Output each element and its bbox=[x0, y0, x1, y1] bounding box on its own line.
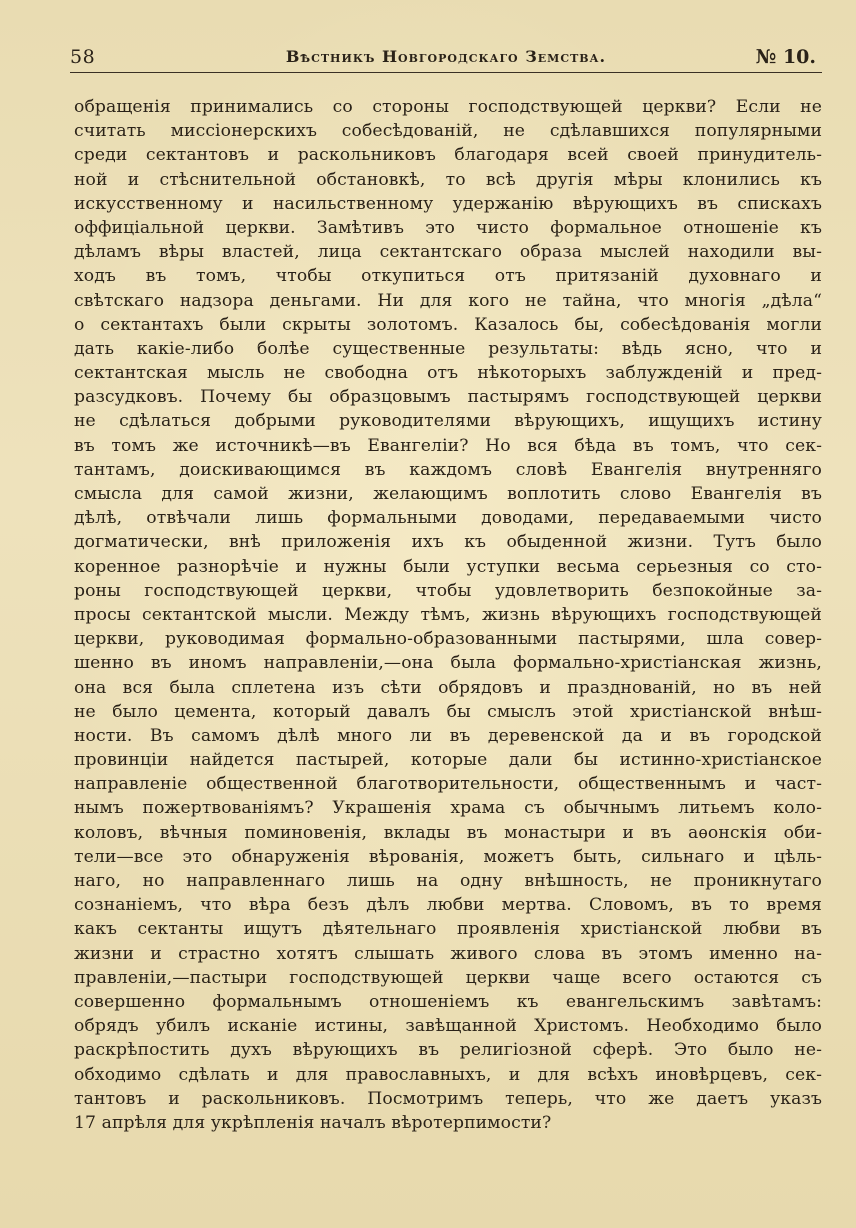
text-line: обращенія принимались со стороны господствующей церкви? Если не bbox=[74, 97, 822, 117]
text-line: догматически, внѣ приложенія ихъ къ обыденной жизни. Тутъ было bbox=[74, 532, 822, 553]
text-line: шенно въ иномъ направленіи,—она была формально-христіанская жизнь, bbox=[74, 653, 822, 674]
text-line: она вся была сплетена изъ сѣти обрядовъ и празднованій, но въ ней bbox=[74, 677, 822, 698]
text-line: коренное разнорѣчіе и нужны были уступки весьма серьезныя со сто- bbox=[74, 556, 822, 577]
text-line: тели—все это обнаруженія вѣрованія, можетъ быть, сильнаго и цѣль- bbox=[74, 846, 822, 867]
text-line: дать какіе-либо болѣе существенные результаты: вѣдь ясно, что и bbox=[74, 338, 822, 359]
text-line: смысла для самой жизни, желающимъ воплотить слово Евангелія въ bbox=[74, 484, 822, 504]
text-line: провинціи найдется пастырей, которые дали бы истинно-христіанское bbox=[74, 750, 822, 771]
text-line: ности. Въ самомъ дѣлѣ много ли въ деревенской да и въ городской bbox=[74, 725, 822, 746]
text-line: свѣтскаго надзора деньгами. Ни для кого не тайна, что многія „дѣла“ bbox=[74, 290, 822, 311]
text-line: какъ сектанты ищутъ дѣятельнаго проявленія христіанской любви въ bbox=[74, 919, 822, 940]
text-line: считать миссіонерскихъ собесѣдованій, не сдѣлавшихся популярными bbox=[74, 121, 822, 142]
page-number: 58 bbox=[70, 46, 96, 68]
text-line: наго, но направленнаго лишь на одну внѣшность, не проникнутаго bbox=[74, 871, 822, 891]
text-line: роны господствующей церкви, чтобы удовлетворить безпокойные за- bbox=[74, 580, 822, 601]
text-line: церкви, руководимая формально-образованными пастырями, шла совер- bbox=[74, 629, 822, 650]
text-line: искусственному и насильственному удержанію вѣрующихъ въ спискахъ bbox=[74, 193, 822, 214]
text-line: коловъ, вѣчныя поминовенія, вклады въ монастыри и въ аѳонскія оби- bbox=[74, 822, 822, 843]
text-line: о сектантахъ были скрыты золотомъ. Казалось бы, собесѣдованія могли bbox=[74, 314, 822, 335]
text-line: сознаніемъ, что вѣра безъ дѣлъ любви мертва. Словомъ, въ то время bbox=[74, 895, 822, 916]
text-line: сектантская мысль не свободна отъ нѣкоторыхъ заблужденій и пред- bbox=[74, 363, 822, 384]
text-line: раскрѣпостить духъ вѣрующихъ въ религіозной сферѣ. Это было не- bbox=[74, 1040, 822, 1061]
text-line: среди сектантовъ и раскольниковъ благодаря всей своей принудитель- bbox=[74, 145, 822, 166]
text-line: обходимо сдѣлать и для православныхъ, и для всѣхъ иновѣрцевъ, сек- bbox=[74, 1064, 822, 1085]
text-line: дѣлѣ, отвѣчали лишь формальными доводами, передаваемыми чисто bbox=[74, 508, 822, 529]
text-line: просы сектантской мысли. Между тѣмъ, жизнь вѣрующихъ господствующей bbox=[74, 604, 822, 625]
text-line: обрядъ убилъ исканіе истины, завѣщанной Христомъ. Необходимо было bbox=[74, 1016, 822, 1037]
text-line: не было цемента, который давалъ бы смыслъ этой христіанской внѣш- bbox=[74, 701, 822, 722]
text-line: въ томъ же источникѣ—въ Евангеліи? Но вся бѣда въ томъ, что сек- bbox=[74, 435, 822, 456]
text-line: ходъ въ томъ, чтобы откупиться отъ притязаній духовнаго и bbox=[74, 266, 822, 287]
text-line: ной и стѣснительной обстановкѣ, то всѣ другія мѣры клонились къ bbox=[74, 169, 822, 190]
text-line: тантовъ и раскольниковъ. Посмотримъ теперь, что же даетъ указъ bbox=[74, 1088, 822, 1109]
header-rule bbox=[70, 72, 822, 73]
text-line: 17 апрѣля для укрѣпленія началъ вѣротерпимости? bbox=[74, 1112, 552, 1133]
text-line: дѣламъ вѣры властей, лица сектантскаго образа мыслей находили вы- bbox=[74, 242, 822, 263]
text-line: разсудковъ. Почему бы образцовымъ пастырямъ господствующей церкви bbox=[74, 387, 822, 408]
text-line: оффиціальной церкви. Замѣтивъ это чисто формальное отношеніе къ bbox=[74, 217, 822, 238]
text-line: совершенно формальнымъ отношеніемъ къ евангельскимъ завѣтамъ: bbox=[74, 991, 822, 1012]
text-line: направленіе общественной благотворительности, общественнымъ и част- bbox=[74, 774, 822, 795]
text-line: правленіи,—пастыри господствующей церкви чаще всего остаются съ bbox=[74, 967, 822, 988]
text-line: нымъ пожертвованіямъ? Украшенія храма съ обычнымъ литьемъ коло- bbox=[74, 798, 822, 819]
issue-number: № 10. bbox=[755, 46, 816, 68]
running-title: Вѣстникъ Новгородскаго Земства. bbox=[285, 47, 607, 66]
text-line: тантамъ, доискивающимся въ каждомъ словѣ Евангелія внутренняго bbox=[74, 459, 822, 480]
text-line: не сдѣлаться добрыми руководителями вѣрующихъ, ищущихъ истину bbox=[74, 411, 822, 432]
body-text bbox=[74, 95, 822, 1135]
page-header bbox=[70, 40, 822, 72]
text-line: жизни и страстно хотятъ слышать живого слова въ этомъ именно на- bbox=[74, 943, 822, 964]
